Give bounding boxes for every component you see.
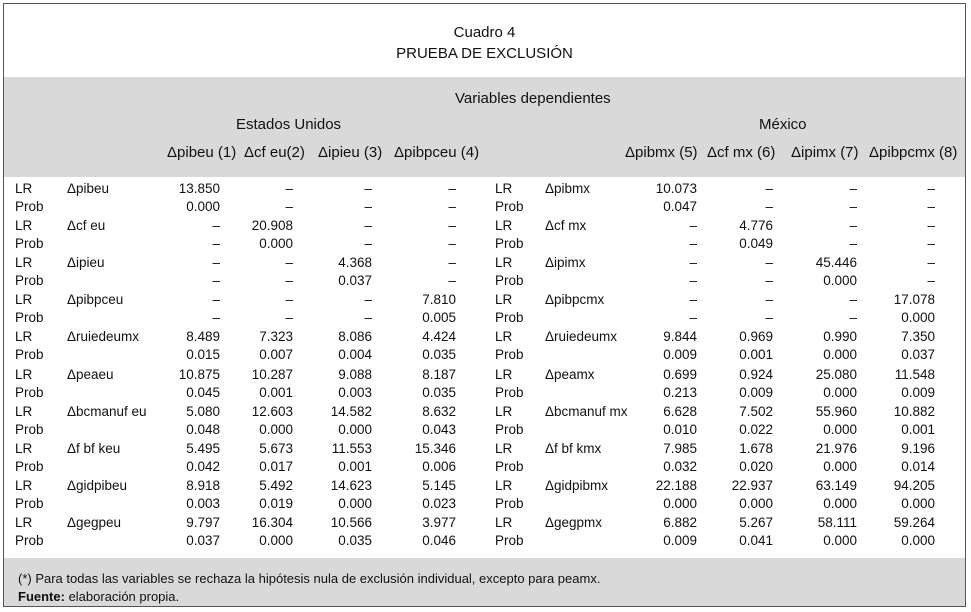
- us-lr-value: 7.810: [422, 292, 456, 308]
- mx-lr-value: 1.678: [739, 440, 773, 456]
- us-lr-value: 11.553: [331, 440, 372, 456]
- us-lr-value: 8.086: [338, 329, 372, 345]
- us-prob-label: Prob: [15, 310, 44, 326]
- us-prob-label: Prob: [15, 495, 44, 511]
- us-prob-value: 0.037: [338, 273, 372, 289]
- mx-lr-value: 0.969: [739, 329, 773, 345]
- us-prob-value: –: [212, 236, 220, 252]
- us-prob-value: –: [285, 310, 293, 326]
- us-lr-label: LR: [15, 292, 33, 308]
- us-prob-label: Prob: [15, 236, 44, 252]
- us-lr-value: 4.424: [422, 329, 456, 345]
- mx-variable-name: Δpibmx: [545, 181, 591, 196]
- mx-lr-value: 10.073: [655, 181, 697, 196]
- us-prob-value: 0.000: [259, 532, 293, 548]
- mx-prob-value: –: [765, 199, 773, 214]
- us-lr-value: 3.977: [422, 514, 456, 530]
- us-prob-label: Prob: [15, 273, 44, 289]
- mx-prob-value: 0.000: [663, 495, 697, 511]
- us-prob-label: Prob: [15, 458, 44, 474]
- us-prob-value: 0.004: [338, 347, 372, 363]
- mx-lr-value: 7.985: [663, 440, 697, 456]
- us-lr-label: LR: [15, 181, 33, 196]
- us-prob-value: –: [448, 199, 456, 214]
- mx-lr-label: LR: [495, 440, 513, 456]
- mx-variable-name: Δcf mx: [545, 218, 587, 234]
- mx-prob-value: 0.009: [663, 532, 697, 548]
- us-variable-name: Δf bf keu: [67, 440, 121, 456]
- us-prob-value: 0.000: [259, 236, 293, 252]
- mx-prob-value: 0.009: [901, 384, 935, 400]
- mx-prob-value: –: [849, 236, 857, 252]
- us-prob-value: 0.045: [186, 384, 220, 400]
- us-lr-label: LR: [15, 440, 33, 456]
- us-variable-name: Δcf eu: [67, 218, 106, 234]
- mx-prob-value: 0.014: [901, 458, 935, 474]
- table-subtitle: PRUEBA DE EXCLUSIÓN: [396, 45, 573, 62]
- mx-variable-name: Δgidpibmx: [545, 477, 609, 493]
- mx-prob-value: 0.041: [739, 532, 773, 548]
- us-lr-value: –: [364, 218, 372, 234]
- mx-lr-value: –: [927, 181, 935, 196]
- table-body: [4, 177, 965, 558]
- us-lr-value: 5.673: [259, 440, 293, 456]
- us-prob-value: –: [285, 273, 293, 289]
- mx-lr-value: 7.350: [901, 329, 935, 345]
- us-variable-name: Δpibpceu: [67, 292, 124, 308]
- mx-lr-value: 63.149: [815, 477, 857, 493]
- mx-variable-name: Δipimx: [545, 255, 586, 271]
- source-label: Fuente:: [18, 589, 65, 604]
- us-lr-value: 9.797: [186, 514, 220, 530]
- mx-prob-value: 0.000: [901, 532, 935, 548]
- us-prob-label: Prob: [15, 384, 44, 400]
- us-lr-value: –: [448, 218, 456, 234]
- us-lr-value: 13.850: [178, 181, 220, 196]
- mx-prob-value: –: [927, 273, 935, 289]
- us-lr-value: 14.582: [330, 403, 372, 419]
- mx-lr-value: 22.937: [731, 477, 773, 493]
- mx-prob-value: 0.000: [823, 532, 857, 548]
- us-lr-value: 8.632: [422, 403, 456, 419]
- mx-variable-name: Δpibpcmx: [545, 292, 605, 308]
- us-prob-value: 0.001: [259, 384, 293, 400]
- us-lr-value: –: [448, 181, 456, 196]
- mx-prob-value: 0.000: [823, 347, 857, 363]
- us-prob-label: Prob: [15, 347, 44, 363]
- mx-lr-value: 17.078: [893, 292, 935, 308]
- mx-lr-value: 0.699: [663, 366, 697, 382]
- mx-prob-value: –: [765, 310, 773, 326]
- mx-lr-value: –: [689, 255, 697, 271]
- mx-prob-value: 0.049: [739, 236, 773, 252]
- us-lr-value: 5.080: [186, 403, 220, 419]
- us-prob-label: Prob: [15, 199, 44, 214]
- column-header-band: [4, 77, 965, 177]
- mx-lr-label: LR: [495, 514, 513, 530]
- us-lr-value: –: [285, 181, 293, 196]
- mx-lr-value: 58.111: [817, 514, 857, 530]
- us-prob-value: 0.007: [259, 347, 293, 363]
- us-prob-value: 0.046: [422, 532, 456, 548]
- mx-lr-label: LR: [495, 329, 513, 345]
- mx-lr-label: LR: [495, 292, 513, 308]
- source-line: [18, 589, 179, 604]
- mx-lr-value: –: [849, 181, 857, 196]
- mx-prob-label: Prob: [495, 495, 524, 511]
- us-prob-value: –: [364, 199, 372, 214]
- us-group-label: Estados Unidos: [236, 116, 342, 133]
- footnote: (*) Para todas las variables se rechaza la hipótesis nula de exclusión individual, excepto para peamx.: [18, 571, 601, 586]
- mx-lr-value: –: [849, 292, 857, 308]
- us-prob-value: 0.000: [186, 199, 220, 214]
- us-prob-value: 0.035: [422, 384, 456, 400]
- mx-prob-value: –: [765, 273, 773, 289]
- mx-prob-label: Prob: [495, 310, 524, 326]
- us-prob-value: 0.003: [338, 384, 372, 400]
- us-lr-value: 5.492: [259, 477, 293, 493]
- mx-variable-name: Δf bf kmx: [545, 440, 602, 456]
- mx-lr-value: 6.628: [663, 403, 697, 419]
- us-prob-value: –: [448, 273, 456, 289]
- us-variable-name: Δgidpibeu: [67, 477, 128, 493]
- mx-prob-label: Prob: [495, 347, 524, 363]
- us-prob-value: 0.003: [186, 495, 220, 511]
- mx-prob-value: 0.000: [823, 458, 857, 474]
- us-prob-value: –: [212, 310, 220, 326]
- mx-prob-value: 0.000: [823, 384, 857, 400]
- mx-prob-label: Prob: [495, 273, 524, 289]
- dependent-variables-label: Variables dependientes: [455, 90, 611, 107]
- mx-lr-value: 9.844: [663, 329, 697, 345]
- us-lr-label: LR: [15, 514, 33, 530]
- us-prob-value: 0.000: [338, 421, 372, 437]
- col-header-mx-8: Δpibpcmx (8): [869, 144, 958, 161]
- mx-lr-label: LR: [495, 181, 513, 196]
- us-prob-value: –: [212, 273, 220, 289]
- mx-lr-value: 0.990: [823, 329, 857, 345]
- us-prob-value: 0.000: [338, 495, 372, 511]
- us-lr-value: 8.489: [186, 329, 220, 345]
- mx-prob-value: 0.022: [739, 421, 773, 437]
- us-prob-value: 0.035: [422, 347, 456, 363]
- mx-prob-label: Prob: [495, 236, 524, 252]
- mx-lr-label: LR: [495, 255, 513, 271]
- mx-lr-value: 59.264: [893, 514, 935, 530]
- us-prob-value: 0.035: [338, 532, 372, 548]
- table-title: Cuadro 4: [453, 24, 516, 41]
- mx-prob-value: –: [927, 199, 935, 214]
- us-lr-value: 10.875: [178, 366, 220, 382]
- us-prob-value: 0.048: [186, 421, 220, 437]
- col-header-us-2: Δcf eu(2): [244, 144, 305, 161]
- mx-prob-value: 0.001: [739, 347, 773, 363]
- us-prob-value: –: [285, 199, 293, 214]
- mx-prob-value: 0.000: [739, 495, 773, 511]
- us-lr-value: 8.187: [422, 366, 456, 382]
- mx-lr-value: 25.080: [815, 366, 857, 382]
- us-prob-value: 0.019: [259, 495, 293, 511]
- us-prob-value: 0.037: [186, 532, 220, 548]
- mx-prob-value: 0.000: [901, 495, 935, 511]
- mx-prob-value: 0.001: [901, 421, 935, 437]
- mx-lr-value: 11.548: [894, 366, 935, 382]
- mx-prob-label: Prob: [495, 458, 524, 474]
- mx-prob-value: –: [689, 310, 697, 326]
- mx-variable-name: Δbcmanuf mx: [545, 403, 628, 419]
- mx-variable-name: Δpeamx: [545, 366, 595, 382]
- us-prob-value: –: [448, 236, 456, 252]
- us-prob-value: 0.000: [259, 421, 293, 437]
- mx-lr-value: 45.446: [815, 255, 857, 271]
- mx-lr-label: LR: [495, 403, 513, 419]
- mx-prob-value: 0.020: [739, 458, 773, 474]
- mx-lr-value: 21.976: [815, 440, 857, 456]
- us-variable-name: Δpibeu: [67, 181, 110, 196]
- mx-lr-value: 55.960: [815, 403, 857, 419]
- us-lr-value: –: [364, 292, 372, 308]
- mx-lr-label: LR: [495, 477, 513, 493]
- us-prob-value: –: [364, 310, 372, 326]
- us-lr-value: –: [212, 255, 220, 271]
- mx-lr-value: 10.882: [893, 403, 935, 419]
- mx-lr-value: 7.502: [739, 403, 773, 419]
- col-header-mx-6: Δcf mx (6): [707, 144, 776, 161]
- us-lr-label: LR: [15, 255, 33, 271]
- mx-group-label: México: [759, 116, 807, 133]
- mx-prob-value: –: [849, 199, 857, 214]
- us-prob-value: 0.015: [186, 347, 220, 363]
- us-lr-value: –: [285, 255, 293, 271]
- mx-lr-value: 94.205: [893, 477, 935, 493]
- mx-prob-value: 0.009: [663, 347, 697, 363]
- mx-lr-value: –: [849, 218, 857, 234]
- mx-prob-value: 0.000: [823, 421, 857, 437]
- mx-lr-value: 5.267: [739, 514, 773, 530]
- us-prob-value: –: [364, 236, 372, 252]
- mx-lr-value: –: [689, 292, 697, 308]
- us-lr-value: 7.323: [259, 329, 293, 345]
- us-lr-value: 5.145: [422, 477, 456, 493]
- table-footer: [4, 558, 965, 606]
- us-prob-value: 0.001: [338, 458, 372, 474]
- title-box: [4, 4, 965, 78]
- us-prob-value: 0.005: [422, 310, 456, 326]
- mx-prob-value: 0.047: [663, 199, 697, 214]
- us-lr-label: LR: [15, 477, 33, 493]
- us-lr-value: 4.368: [338, 255, 372, 271]
- mx-variable-name: Δgegpmx: [545, 514, 603, 530]
- us-prob-label: Prob: [15, 532, 44, 548]
- col-header-us-3: Δipieu (3): [318, 144, 383, 161]
- us-lr-value: 8.918: [186, 477, 220, 493]
- mx-prob-value: –: [927, 236, 935, 252]
- mx-prob-value: 0.032: [663, 458, 697, 474]
- us-lr-value: 20.908: [251, 218, 293, 234]
- mx-lr-value: –: [927, 255, 935, 271]
- us-variable-name: Δgegpeu: [67, 514, 122, 530]
- mx-lr-value: –: [689, 218, 697, 234]
- mx-lr-value: –: [927, 218, 935, 234]
- us-lr-value: –: [448, 255, 456, 271]
- mx-variable-name: Δruiedeumx: [545, 329, 618, 345]
- us-prob-value: 0.017: [259, 458, 293, 474]
- mx-lr-value: 4.776: [739, 218, 773, 234]
- mx-lr-label: LR: [495, 218, 513, 234]
- us-lr-value: 10.287: [251, 366, 293, 382]
- us-prob-value: 0.042: [186, 458, 220, 474]
- us-lr-value: 9.088: [338, 366, 372, 382]
- us-variable-name: Δruiedeumx: [67, 329, 140, 345]
- mx-prob-value: 0.009: [739, 384, 773, 400]
- mx-prob-value: –: [689, 236, 697, 252]
- mx-prob-label: Prob: [495, 199, 524, 214]
- us-lr-label: LR: [15, 366, 33, 382]
- us-variable-name: Δpeaeu: [67, 366, 114, 382]
- us-lr-value: –: [364, 181, 372, 196]
- mx-lr-value: 22.188: [655, 477, 697, 493]
- mx-lr-value: –: [765, 292, 773, 308]
- mx-lr-value: 6.882: [663, 514, 697, 530]
- us-prob-value: 0.023: [422, 495, 456, 511]
- mx-prob-label: Prob: [495, 384, 524, 400]
- col-header-us-1: Δpibeu (1): [167, 144, 237, 161]
- mx-prob-value: 0.213: [663, 384, 697, 400]
- us-lr-value: 10.566: [330, 514, 372, 530]
- mx-prob-value: 0.000: [901, 310, 935, 326]
- us-lr-value: –: [212, 292, 220, 308]
- mx-prob-value: –: [849, 310, 857, 326]
- mx-lr-value: –: [765, 181, 773, 196]
- mx-prob-value: 0.010: [663, 421, 697, 437]
- col-header-us-4: Δpibpceu (4): [394, 144, 480, 161]
- col-header-mx-5: Δpibmx (5): [625, 144, 698, 161]
- us-prob-value: 0.006: [422, 458, 456, 474]
- us-lr-value: 16.304: [251, 514, 293, 530]
- mx-lr-value: 9.196: [901, 440, 935, 456]
- us-lr-label: LR: [15, 403, 33, 419]
- mx-prob-value: 0.037: [901, 347, 935, 363]
- us-prob-label: Prob: [15, 421, 44, 437]
- mx-lr-value: –: [765, 255, 773, 271]
- mx-lr-label: LR: [495, 366, 513, 382]
- mx-prob-label: Prob: [495, 421, 524, 437]
- us-lr-label: LR: [15, 218, 33, 234]
- us-lr-label: LR: [15, 329, 33, 345]
- us-lr-value: 15.346: [414, 440, 456, 456]
- us-variable-name: Δipieu: [67, 255, 105, 271]
- source-text: elaboración propia.: [64, 589, 180, 604]
- mx-prob-label: Prob: [495, 532, 524, 548]
- mx-lr-value: 0.924: [739, 366, 773, 382]
- us-lr-value: 5.495: [186, 440, 220, 456]
- mx-prob-value: 0.000: [823, 495, 857, 511]
- us-lr-value: –: [285, 292, 293, 308]
- us-lr-value: –: [212, 218, 220, 234]
- us-lr-value: 14.623: [330, 477, 372, 493]
- us-lr-value: 12.603: [251, 403, 293, 419]
- col-header-mx-7: Δipimx (7): [791, 144, 859, 161]
- table-frame: [3, 3, 966, 607]
- us-prob-value: 0.043: [422, 421, 456, 437]
- us-variable-name: Δbcmanuf eu: [67, 403, 147, 419]
- mx-prob-value: 0.000: [823, 273, 857, 289]
- mx-prob-value: –: [689, 273, 697, 289]
